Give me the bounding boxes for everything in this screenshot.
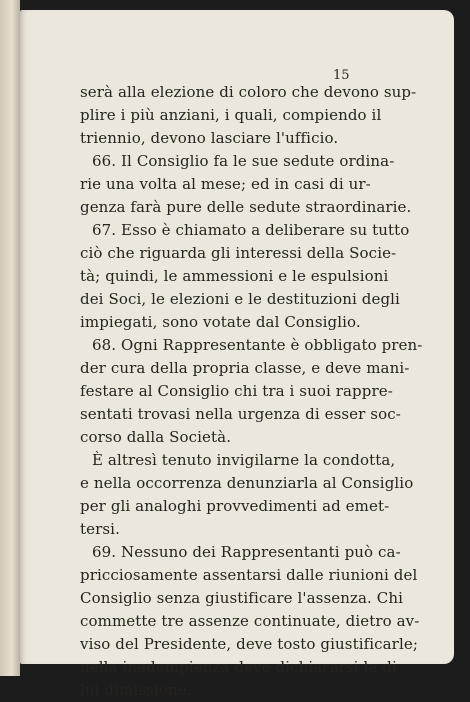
text-line: festare al Consiglio chi tra i suoi rappre- xyxy=(80,382,393,400)
text-line: 66. Il Consiglio fa le sue sedute ordina- xyxy=(92,152,395,170)
text-line: lui dimissione. xyxy=(80,681,192,699)
text-line: impiegati, sono votate dal Consiglio. xyxy=(80,313,361,331)
text-line: tà; quindi, le ammessioni e le espulsioni xyxy=(80,267,389,285)
text-line: der cura della propria classe, e deve mani- xyxy=(80,359,410,377)
text-line: commette tre assenze continuate, dietro av- xyxy=(80,612,420,630)
text-line: È altresì tenuto invigilarne la condotta, xyxy=(92,451,396,469)
text-line: e nella occorrenza denunziarla al Consiglio xyxy=(80,474,414,492)
body-text xyxy=(80,81,423,702)
text-line: genza farà pure delle sedute straordinarie. xyxy=(80,198,412,216)
text-line: 67. Esso è chiamato a deliberare su tutto xyxy=(92,221,410,239)
text-line: Consiglio senza giustificare l'assenza. Chi xyxy=(80,589,404,607)
text-line: viso del Presidente, deve tosto giustificarle; xyxy=(80,635,418,653)
text-line: nella inadempienza deve dichiararsi la di xyxy=(80,658,397,676)
text-line: serà alla elezione di coloro che devono sup- xyxy=(80,83,417,101)
page-number: 15 xyxy=(333,68,350,83)
text-line: tersi. xyxy=(80,520,120,538)
left-page-edge xyxy=(0,0,20,676)
text-line: corso dalla Società. xyxy=(80,428,232,446)
text-line: triennio, devono lasciare l'ufficio. xyxy=(80,129,339,147)
text-line: dei Soci, le elezioni e le destituzioni degli xyxy=(80,290,400,308)
text-line: pricciosamente assentarsi dalle riunioni del xyxy=(80,566,418,584)
text-line: 68. Ogni Rappresentante è obbligato pren- xyxy=(92,336,423,354)
text-line: sentati trovasi nella urgenza di esser soc- xyxy=(80,405,401,423)
text-line: 69. Nessuno dei Rappresentanti può ca- xyxy=(92,543,401,561)
text-line: plire i più anziani, i quali, compiendo il xyxy=(80,106,382,124)
text-line: ciò che riguarda gli interessi della Socie- xyxy=(80,244,397,262)
text-line: rie una volta al mese; ed in casi di ur- xyxy=(80,175,371,193)
text-line: per gli analoghi provvedimenti ad emet- xyxy=(80,497,390,515)
